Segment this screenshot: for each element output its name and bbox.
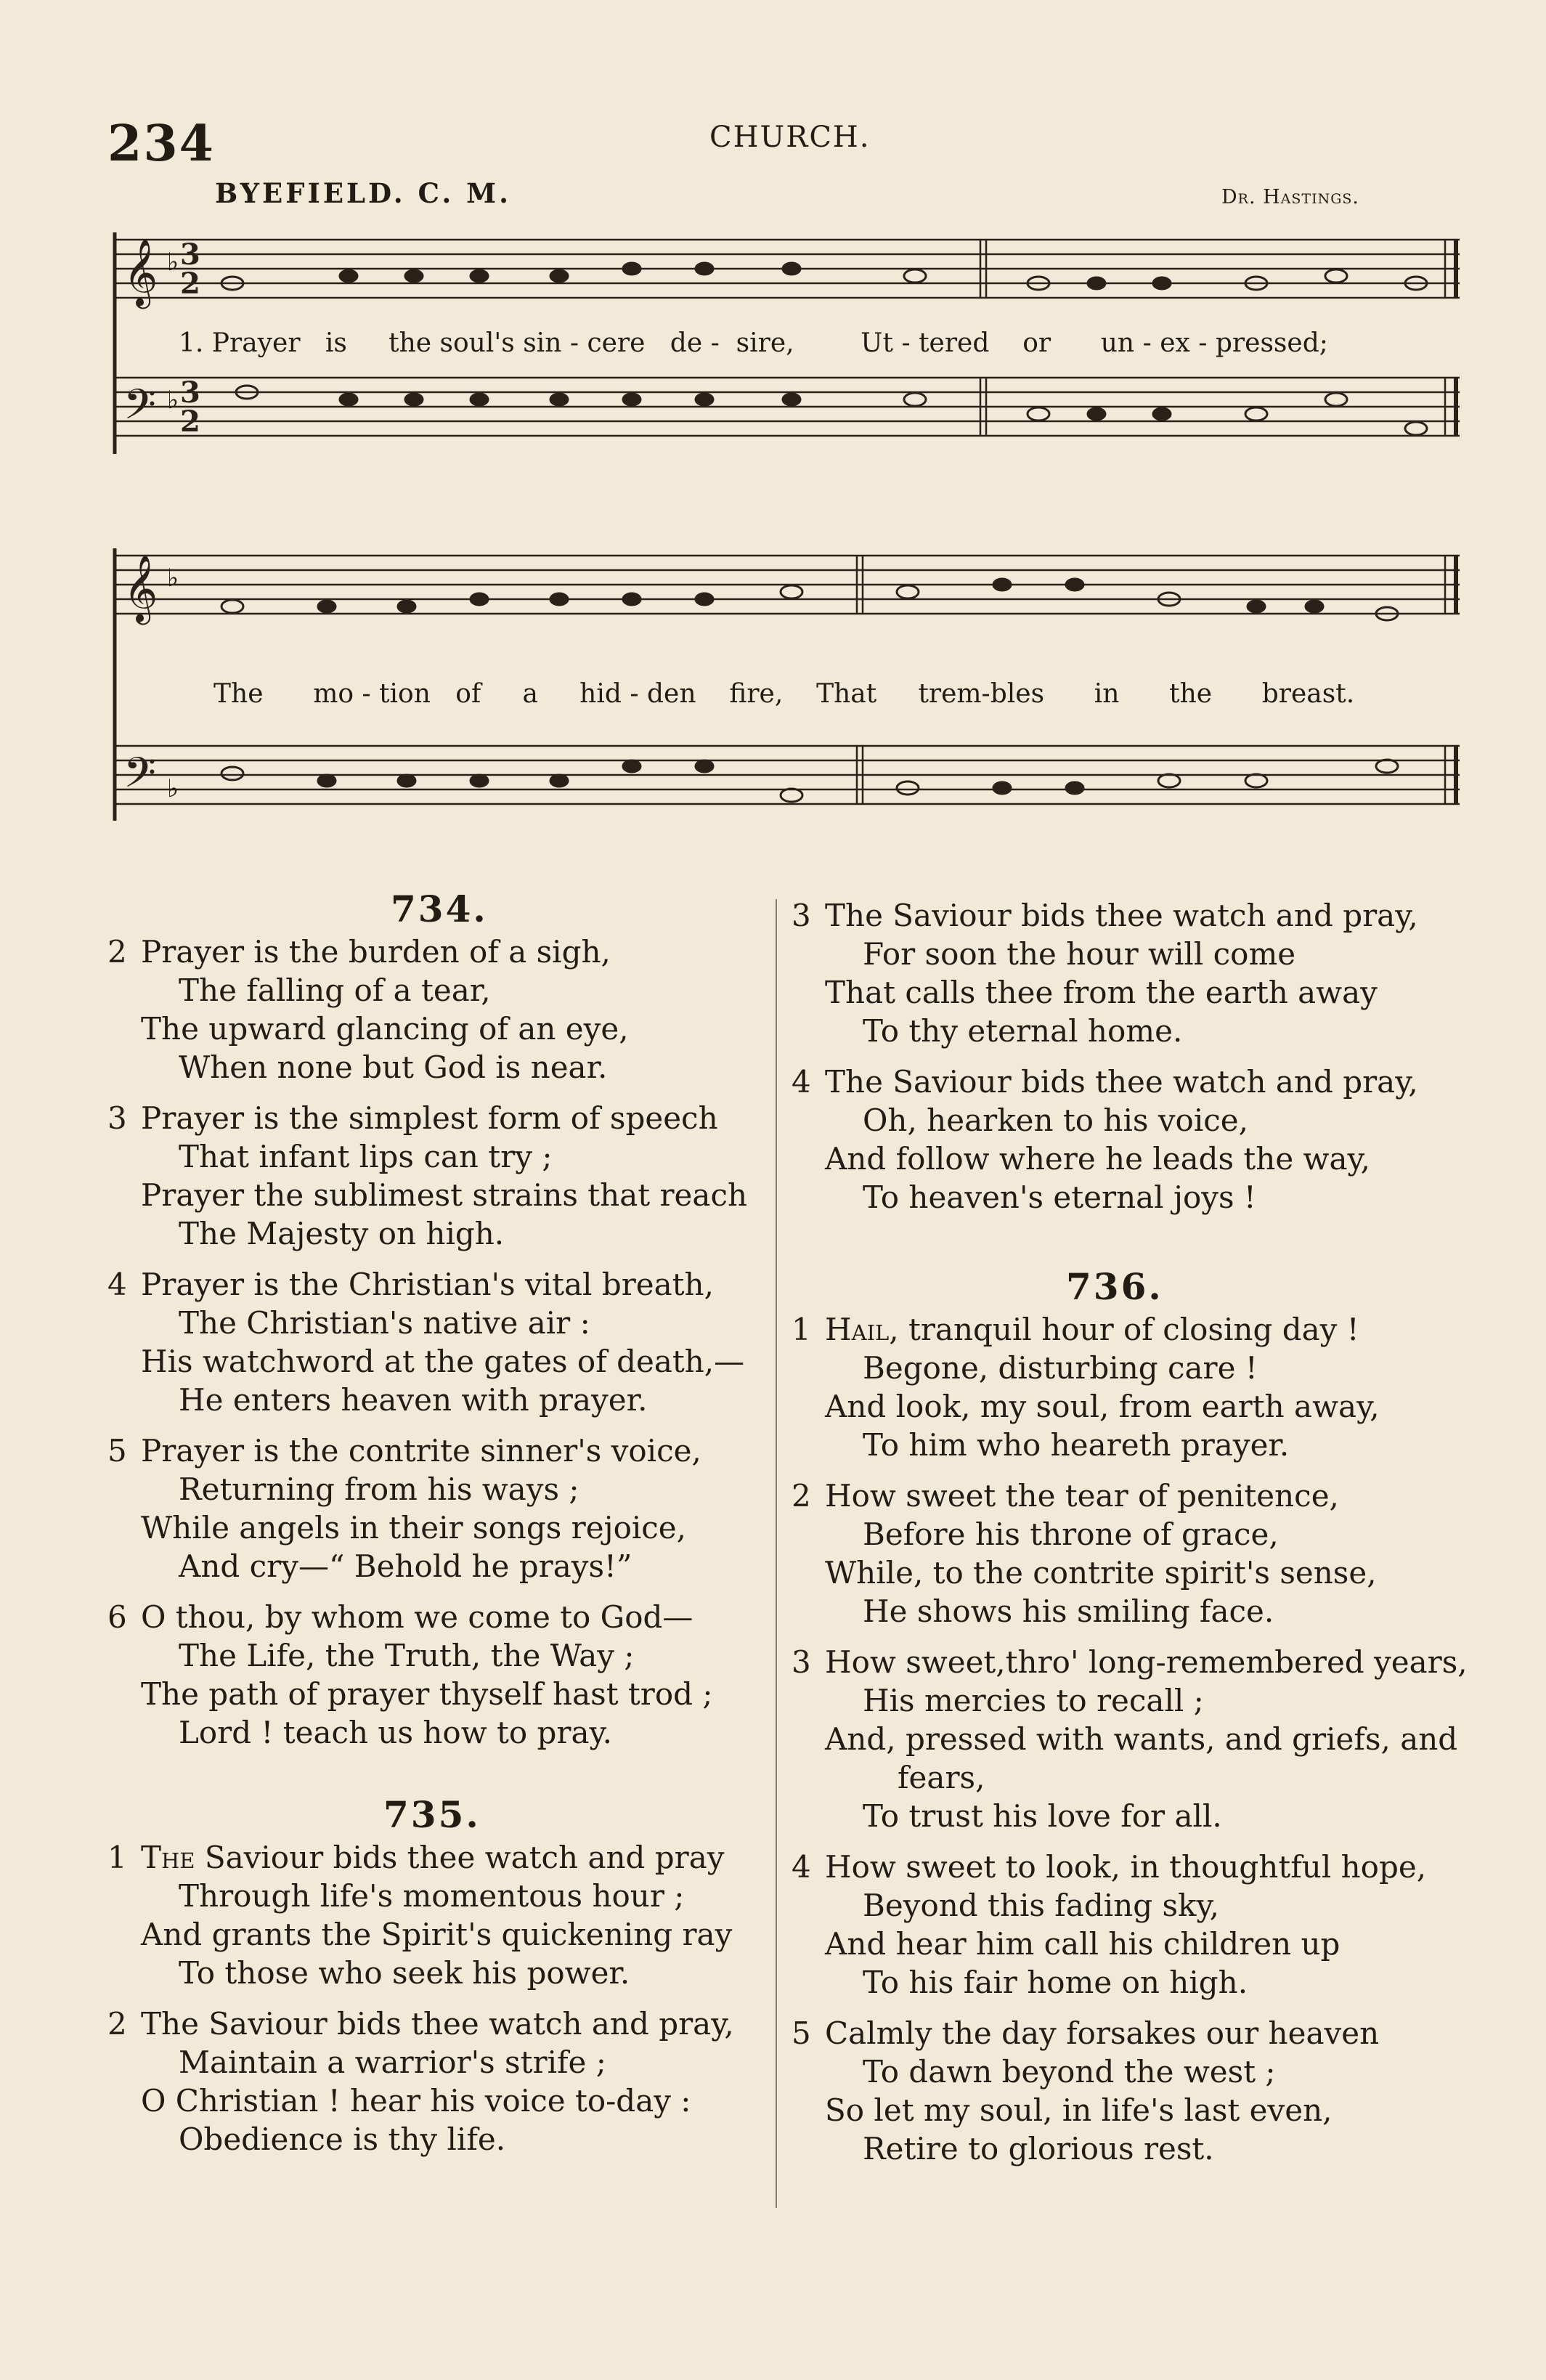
svg-text:𝄞: 𝄞: [123, 554, 158, 622]
svg-text:2: 2: [180, 405, 200, 439]
svg-text:♭: ♭: [167, 386, 179, 415]
right-column: [792, 896, 1474, 2180]
page-number: 234: [107, 115, 215, 173]
stanza-736-3: 3 How sweet,thro' long-remembered years, His mercies to recall ; And, pressed with wants, and griefs, and fears, To trust his love for all.: [792, 1644, 1468, 1834]
svg-text:3: 3: [180, 237, 200, 272]
stanza-734-6: 6 O thou, by whom we come to God— The Life, the Truth, the Way ; The path of prayer thyself hast trod ; Lord ! teach us how to pray.: [107, 1599, 713, 1750]
stanza-735-1: 1 The Saviour bids thee watch and pray Through life's momentous hour ; And grants the Spirit's quickening ray To those who seek his power.: [107, 1840, 733, 1991]
hymn-number-736: 736.: [1066, 1265, 1163, 1308]
tune-name: BYEFIELD. C. M.: [215, 177, 511, 209]
stanza-734-2: 2 Prayer is the burden of a sigh, The falling of a tear, The upward glancing of an eye, When none but God is near.: [107, 934, 629, 1085]
left-column: [107, 890, 761, 2171]
stanza-735-2: 2 The Saviour bids thee watch and pray, Maintain a warrior's strife ; O Christian ! hear his voice to-day : Obedience is thy life.: [107, 2006, 734, 2157]
composer: Dr. Hastings.: [1221, 186, 1359, 208]
hymn-number-735: 735.: [383, 1793, 481, 1836]
stanza-736-5: 5 Calmly the day forsakes our heaven To dawn beyond the west ; So let my soul, in life's last even, Retire to glorious rest.: [792, 2015, 1380, 2166]
svg-text:𝄢: 𝄢: [123, 380, 157, 439]
column-divider: [776, 899, 777, 2208]
section-title: CHURCH.: [709, 121, 871, 154]
stanza-736-4: 4 How sweet to look, in thoughtful hope, Beyond this fading sky, And hear him call his children up To his fair home on high.: [792, 1849, 1427, 2000]
stanza-734-5: 5 Prayer is the contrite sinner's voice, Returning from his ways ; While angels in their songs rejoice, And cry—“ Behold he prays!”: [107, 1433, 701, 1584]
stanza-735-3: 3 The Saviour bids thee watch and pray, For soon the hour will come That calls thee from the earth away To thy eternal home.: [792, 898, 1418, 1049]
svg-text:♭: ♭: [167, 248, 179, 277]
stanza-734-4: 4 Prayer is the Christian's vital breath, The Christian's native air : His watchword at the gates of death,— He enters heaven with prayer.: [107, 1267, 745, 1418]
svg-text:♭: ♭: [167, 774, 179, 803]
music-system-1: [109, 218, 1467, 465]
svg-text:2: 2: [180, 267, 200, 301]
lyrics-line-1: 1. Prayer is the soul's sin - cere de - sire, Ut - tered or un - ex - pressed;: [179, 328, 1328, 358]
svg-text:3: 3: [180, 375, 200, 410]
stanza-736-1: 1 Hail, tranquil hour of closing day ! Begone, disturbing care ! And look, my soul, from earth away, To him who heareth prayer.: [792, 1312, 1380, 1463]
svg-text:𝄞: 𝄞: [123, 238, 158, 306]
hymn-number-734: 734.: [391, 888, 488, 930]
svg-text:♭: ♭: [167, 564, 179, 593]
lyrics-line-2: The mo - tion of a hid - den fire, That trem-bles in the breast.: [213, 679, 1355, 709]
music-system-2: [109, 534, 1467, 846]
svg-text:𝄢: 𝄢: [123, 748, 157, 808]
stanza-736-2: 2 How sweet the tear of penitence, Before his throne of grace, While, to the contrite spirit's sense, He shows his smiling face.: [792, 1478, 1377, 1629]
stanza-734-3: 3 Prayer is the simplest form of speech That infant lips can try ; Prayer the sublimest strains that reach The Majesty on high.: [107, 1100, 748, 1251]
stanza-735-4: 4 The Saviour bids thee watch and pray, Oh, hearken to his voice, And follow where he leads the way, To heaven's eternal joys !: [792, 1064, 1418, 1215]
